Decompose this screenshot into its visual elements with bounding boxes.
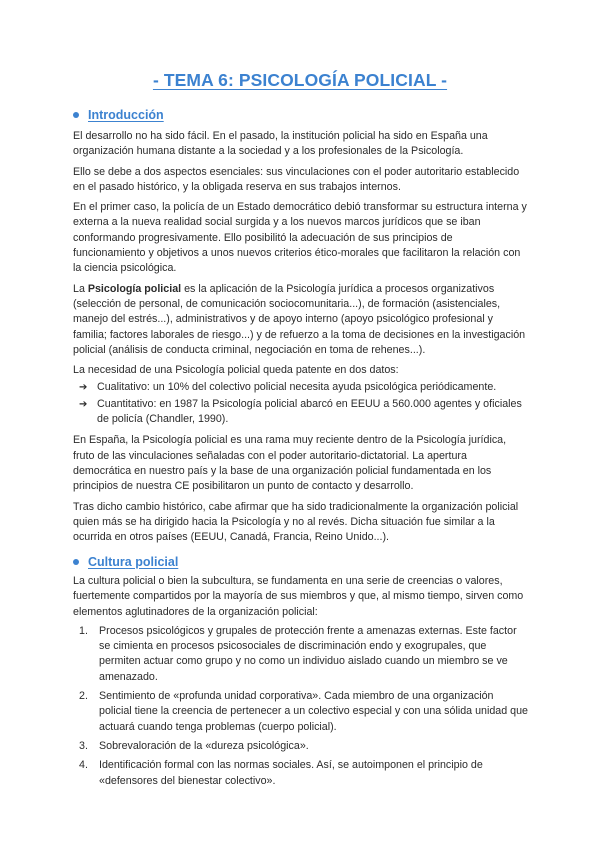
list-item: [73, 689, 528, 735]
page-title: - TEMA 6: PSICOLOGÍA POLICIAL -: [152, 70, 448, 90]
list-item-text: Sobrevaloración de la «dureza psicológica».: [99, 739, 309, 752]
list-number: 3.: [79, 739, 88, 752]
paragraph: Tras dicho cambio histórico, cabe afirmar que ha sido tradicionalmente la organización policial quien más se ha dirigido hacia la Psicología y no al revés. Dicha situación fue similar a la ocurrida en otros países (EEUU, Canadá, Francia, Reino Unido...).: [73, 500, 519, 544]
list-number: 4.: [79, 759, 88, 772]
bullet-icon: [73, 112, 79, 118]
paragraph: En España, la Psicología policial es una rama muy reciente dentro de la Psicología jurídica, fruto de las vinculaciones señaladas con el poder autoritario-dictatorial. La apertura democrática en nuestro país y la base de una organización policial fundamentada en los principios de nuestra CE posibilitaron un punto de contacto y desarrollo.: [73, 434, 507, 493]
list-item: [73, 758, 528, 789]
paragraph: La cultura policial o bien la subcultura, se fundamenta en una serie de creencias o valores, fuertemente compartidos por la mayoría de sus miembros y que, al mismo tiempo, sirven como elementos aglutinadores de la organización policial:: [73, 575, 524, 618]
bullet-icon: [73, 559, 79, 565]
list-item: [73, 624, 528, 685]
section-heading-introduccion: [73, 108, 164, 122]
list-item: [73, 380, 528, 395]
numbered-list: [73, 624, 528, 789]
paragraph: La necesidad de una Psicología policial queda patente en dos datos:: [73, 364, 399, 377]
paragraph-text: es la aplicación de la Psicología jurídica a procesos organizativos (selección de personal, de comunicación sociocomunitaria...), de formación (asistenciales, manejo del estrés...), administrativos y de apoyo interno (apoyo psicológico profesional y familia; factores laborales de riesgo...) y de refuerzo a la toma de decisiones en la investigación policial (análisis de conducta criminal, negociación en toma de rehenes...).: [73, 282, 526, 356]
list-item-text: Identificación formal con las normas sociales. Así, se autoimponen el principio de «defensores del bienestar colectivo».: [99, 759, 483, 787]
paragraph-definition: [73, 282, 528, 358]
paragraph: En el primer caso, la policía de un Estado democrático debió transformar su estructura interna y externa a la nueva realidad social surgida y a los nuevos marcos jurídicos que se iban conformando progresivamente. Ello posibilitó la adecuación de sus principios de funcionamiento y objetivos a unos nuevos criterios ético-morales que facilitaron la relación con la ciencia psicológica.: [73, 201, 527, 275]
list-item-text: Cuantitativo: en 1987 la Psicología policial abarcó en EEUU a 560.000 agentes y oficiales de policía (Chandler, 1990).: [97, 397, 522, 426]
list-item: [73, 397, 528, 428]
paragraph: Ello se debe a dos aspectos esenciales: sus vinculaciones con el poder autoritario establecido en el pasado histórico, y la obligada reserva en sus trabajos internos.: [73, 165, 520, 193]
list-number: 2.: [79, 690, 88, 703]
list-item-text: Sentimiento de «profunda unidad corporativa». Cada miembro de una organización policial tiene la creencia de pertenecer a un colectivo especial y con una sólida unidad que actuará cuando tenga problemas (cuerpo policial).: [99, 690, 528, 733]
arrow-right-icon: ➔: [79, 382, 88, 394]
section-heading-label: Cultura policial: [88, 555, 179, 569]
paragraph-text: La: [73, 282, 88, 295]
list-item-text: Cualitativo: un 10% del colectivo policial necesita ayuda psicológica periódicamente.: [97, 381, 497, 394]
arrow-right-icon: ➔: [79, 398, 88, 410]
list-number: 1.: [79, 624, 88, 637]
section-body-cultura-policial: [73, 574, 528, 793]
list-item-text: Procesos psicológicos y grupales de protección frente a amenazas externas. Este factor se cimienta en procesos psicosociales de discriminación endo y exogrupales, que permiten actuar como grupo y no como un individuo aislado cuando un miembro se ve amenazado.: [99, 624, 517, 683]
section-heading-cultura-policial: [73, 555, 178, 569]
section-heading-label: Introducción: [88, 108, 164, 122]
list-item: [73, 739, 528, 754]
bold-term: Psicología policial: [87, 282, 182, 295]
arrow-list: [73, 380, 528, 427]
section-body-introduccion: [73, 129, 528, 550]
paragraph: El desarrollo no ha sido fácil. En el pasado, la institución policial ha sido en España una organización humana distante a la sociedad y a los profesionales de la Psicología.: [73, 130, 488, 158]
